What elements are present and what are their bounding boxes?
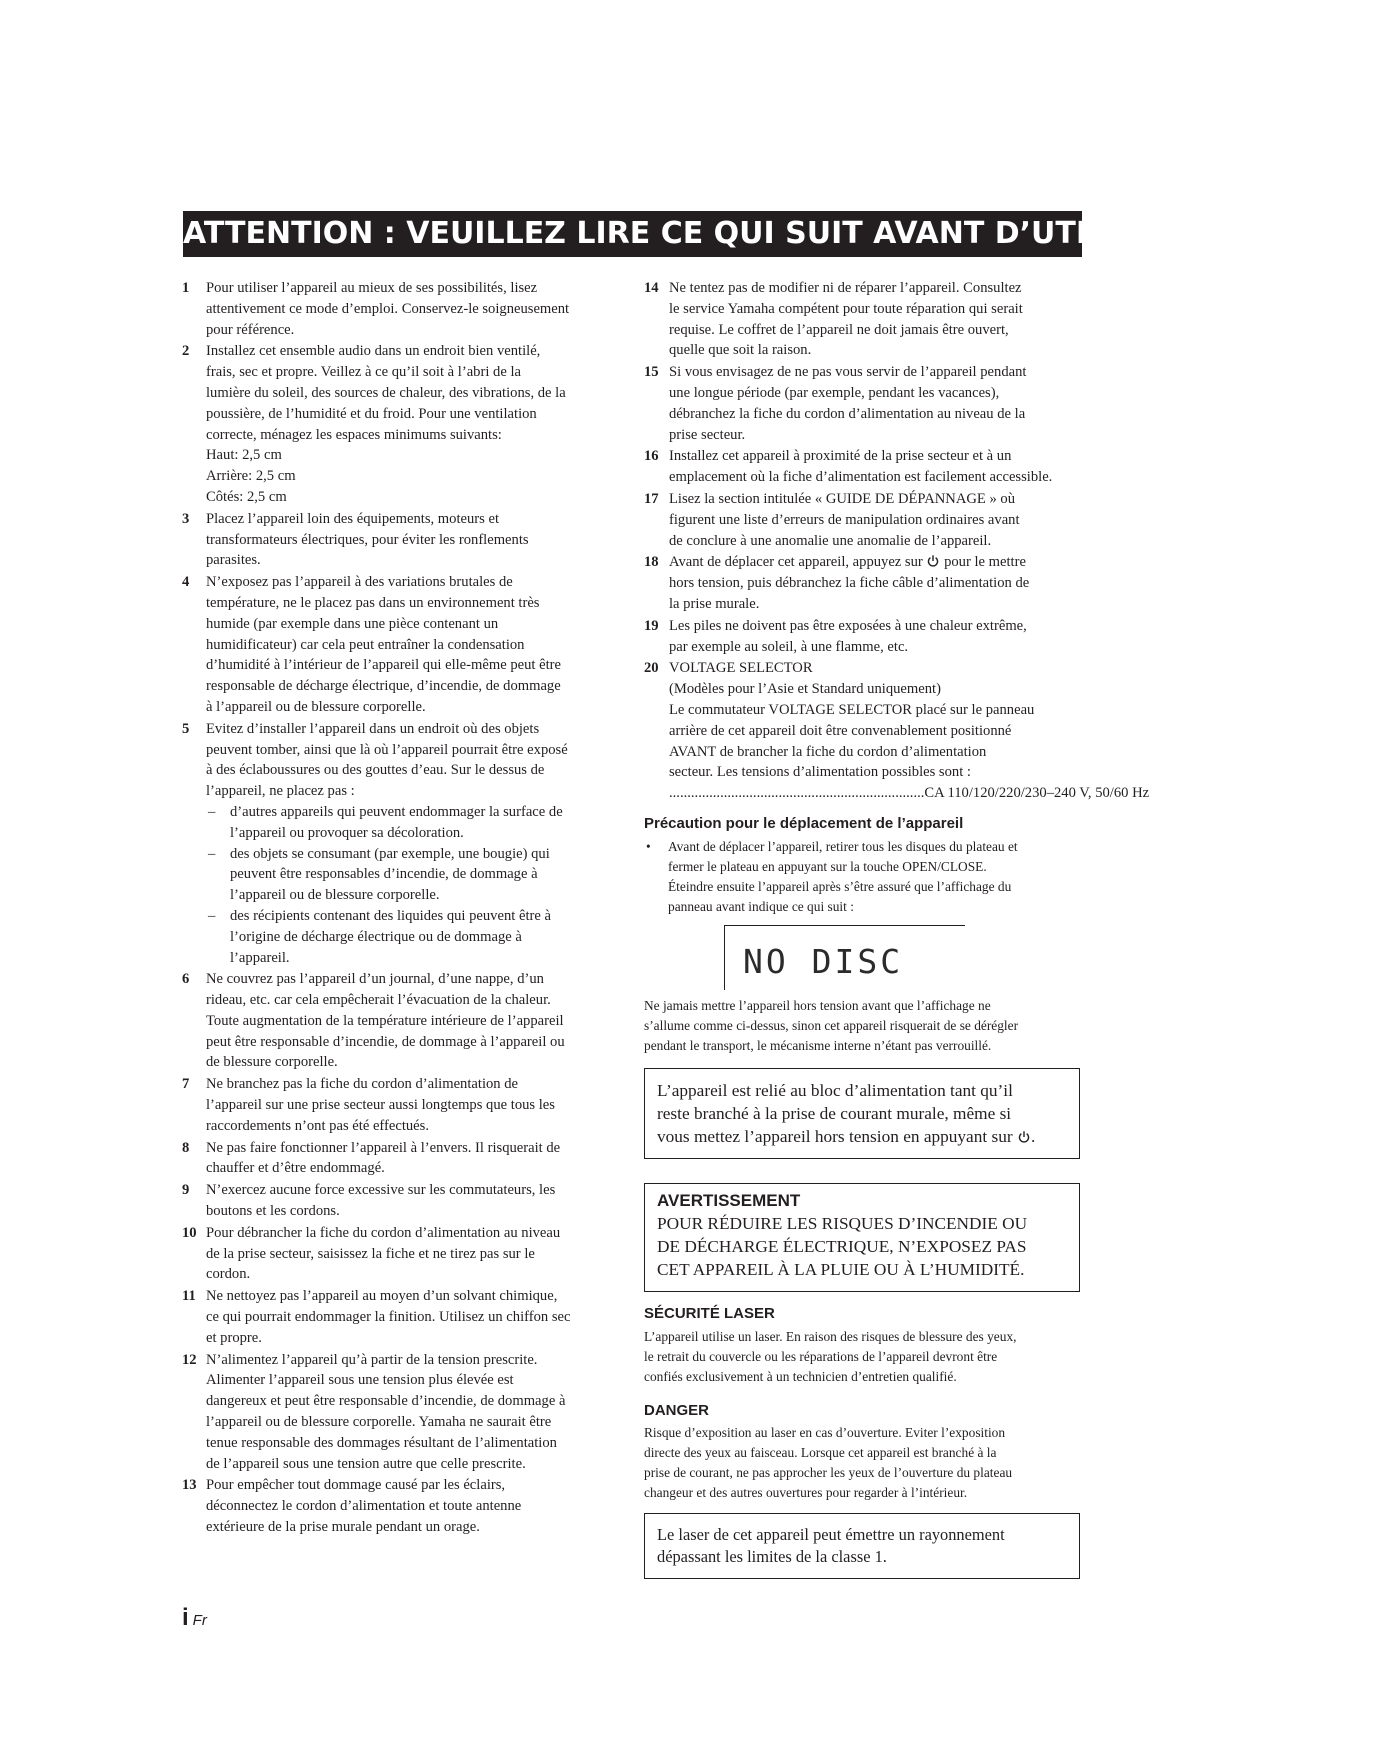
list-item-11: 11 Ne nettoyez pas l’appareil au moyen d’un solvant chimique, ce qui pourrait endommager la finition. Utilisez un chiffon sec et propre. [182, 1286, 616, 1348]
list-item-9: 9 N’exercez aucune force excessive sur les commutateurs, les boutons et les cordons. [182, 1180, 616, 1222]
list-item-12: 12 N’alimentez l’appareil qu’à partir de la tension prescrite. Alimenter l’appareil sous une tension plus élevée est dangereux et peut être responsable d’incendie, de dommage à l’appareil ou de blessure corporelle. Yamaha ne saurait être tenue responsable des dommages résultant de l’alimentation de l’appareil sous une tension autre que celle prescrite. [182, 1350, 616, 1475]
laser-safety-text: L’appareil utilise un laser. En raison des risques de blessure des yeux, le retrait du couvercle ou les réparations de l’appareil devront être confiés exclusivement à un technicien d’entretien qualifié. [644, 1328, 1017, 1384]
list-item-1: 1 Pour utiliser l’appareil au mieux de ses possibilités, lisez attentivement ce mode d’emploi. Conservez-le soigneusement pour référence. [182, 278, 616, 340]
list-item-5: 5 Evitez d’installer l’appareil dans un endroit où des objets peuvent tomber, ainsi que là où l’appareil pourrait être exposé à des éclaboussures ou des gouttes d’eau. Sur le dessus de l’appareil, ne placez pas : – d’autres appareils qui peuvent endommager la surface de l’appareil ou provoquer sa décoloration. – des objets se consumant (par exemple, une bougie) qui peuvent être responsables d’incendie, de dommage à l’appareil ou de blessure corporelle. – des récipients contenant des liquides qui peuvent être à l’origine de décharge électrique ou de dommage à l’appareil. [182, 719, 616, 969]
list-item-6: 6 Ne couvrez pas l’appareil d’un journal, d’une nappe, d’un rideau, etc. car cela empêcherait l’évacuation de la chaleur. Toute augmentation de la température intérieure de l’appareil peut être responsable d’incendie, de dommage à l’appareil ou de blessure corporelle. [182, 969, 616, 1073]
front-panel-display [724, 925, 965, 990]
item-number: 6 [182, 971, 190, 988]
item-number: 12 [182, 1351, 197, 1368]
dash-list-item: – des récipients contenant des liquides qui peuvent être à l’origine de décharge électrique ou de dommage à l’appareil. [208, 907, 551, 966]
list-item-18: 18 Avant de déplacer cet appareil, appuyez sur pour le mettre hors tension, puis débranchez la fiche câble d’alimentation de la prise murale. [644, 552, 1080, 614]
danger-text: Risque d’exposition au laser en cas d’ouverture. Eviter l’exposition directe des yeux au faisceau. Lorsque cet appareil est branché à la prise de courant, ne pas approcher les yeux de l’ouverture du plateau changeur et des autres ouvertures pour regarder à l’intérieur. [644, 1425, 1013, 1501]
power-icon [1017, 1130, 1031, 1144]
item-number: 19 [644, 617, 659, 634]
item-number: 16 [644, 448, 659, 465]
list-item-14: 14 Ne tentez pas de modifier ni de réparer l’appareil. Consultez le service Yamaha compétent pour toute réparation qui serait requise. Le coffret de l’appareil ne doit jamais être ouvert, quelle que soit la raison. [644, 278, 1080, 361]
right-column [644, 278, 1150, 1579]
display-readout: NO DISC [743, 941, 904, 981]
power-icon [926, 554, 940, 568]
voltage-value: CA 110/120/220/230–240 V, 50/60 Hz [924, 785, 1150, 802]
item-number: 17 [644, 490, 659, 507]
page-number: i [182, 1604, 189, 1631]
item-number: 8 [182, 1139, 190, 1156]
item-number: 4 [182, 574, 190, 591]
list-item-20: 20 VOLTAGE SELECTOR (Modèles pour l’Asie et Standard uniquement) Le commutateur VOLTAGE SELECTOR placé sur le panneau arrière de cet appareil doit être convenablement positionné AVANT de brancher la fiche du cordon d’alimentation secteur. Les tensions d’alimentation possibles sont : ...................................................................... CA 110/120/220/230–240 V, 50/60 Hz [644, 658, 1080, 804]
list-item-3: 3 Placez l’appareil loin des équipements, moteurs et transformateurs électriques, pour éviter les ronflements parasites. [182, 509, 616, 571]
page-footer [182, 1604, 207, 1632]
list-item-8: 8 Ne pas faire fonctionner l’appareil à l’envers. Il risquerait de chauffer et d’être endommagé. [182, 1138, 616, 1180]
item-number: 14 [644, 280, 659, 296]
language-code: Fr [192, 1612, 207, 1629]
item-number: 11 [182, 1288, 196, 1305]
item-number: 18 [644, 554, 659, 571]
list-item-19: 19 Les piles ne doivent pas être exposées à une chaleur extrême, par exemple au soleil, à une flamme, etc. [644, 616, 1080, 658]
precaution-bullet: • Avant de déplacer l’appareil, retirer tous les disques du plateau et fermer le plateau en appuyant sur la touche OPEN/CLOSE. Éteindre ensuite l’appareil après s’être assuré que l’affichage du panneau avant indique ce qui suit : [646, 838, 1018, 914]
page-banner: ATTENTION : VEUILLEZ LIRE CE QUI SUIT AVANT D’UTILISER L’APPAREIL. [183, 211, 1082, 257]
item-number: 1 [182, 280, 190, 296]
precaution-note: Ne jamais mettre l’appareil hors tension avant que l’affichage ne s’allume comme ci-dessus, sinon cet appareil risquerait de se dérégler pendant le transport, le mécanisme interne n’étant pas verrouillé. [644, 997, 1019, 1053]
item-number: 9 [182, 1182, 190, 1199]
item-number: 7 [182, 1076, 190, 1093]
item-number: 3 [182, 510, 190, 527]
laser-safety-heading: SÉCURITÉ LASER [644, 1304, 775, 1322]
dash-list-item: – d’autres appareils qui peuvent endommager la surface de l’appareil ou provoquer sa décoloration. [208, 803, 563, 841]
list-item-13: 13 Pour empêcher tout dommage causé par les éclairs, déconnectez le cordon d’alimentation et toute antenne extérieure de la prise murale pendant un orage. [182, 1475, 616, 1537]
precaution-heading: Précaution pour le déplacement de l’appareil [644, 814, 964, 832]
item-number: 20 [644, 660, 659, 677]
item-number: 15 [644, 364, 659, 381]
list-item-4: 4 N’exposez pas l’appareil à des variations brutales de température, ne le placez pas dans un environnement très humide (par exemple dans une pièce contenant un humidificateur) car cela peut entraîner la condensation d’humidité à l’intérieur de l’appareil qui elle-même peut être responsable de décharge électrique, d’incendie, de dommage à l’appareil ou de blessure corporelle. [182, 572, 616, 718]
list-item-2: 2 Installez cet ensemble audio dans un endroit bien ventilé, frais, sec et propre. Veillez à ce qu’il soit à l’abri de la lumière du soleil, des sources de chaleur, des vibrations, de la poussière, de l’humidité et du froid. Pour une ventilation correcte, ménagez les espaces minimums suivants: Haut: 2,5 cm Arrière: 2,5 cm Côtés: 2,5 cm [182, 341, 616, 507]
list-item-16: 16 Installez cet appareil à proximité de la prise secteur et à un emplacement où la fiche d’alimentation est facilement accessible. [644, 446, 1080, 488]
item-number: 5 [182, 720, 190, 737]
list-item-10: 10 Pour débrancher la fiche du cordon d’alimentation au niveau de la prise secteur, saisissez la fiche et ne tirez pas sur le cordon. [182, 1223, 616, 1285]
danger-heading: DANGER [644, 1401, 710, 1419]
list-item-15: 15 Si vous envisagez de ne pas vous servir de l’appareil pendant une longue période (par exemple, pendant les vacances), débranchez la fiche du cordon d’alimentation au niveau de la prise secteur. [644, 362, 1080, 445]
item-number: 13 [182, 1477, 197, 1494]
list-item-7: 7 Ne branchez pas la fiche du cordon d’alimentation de l’appareil sur une prise secteur aussi longtemps que tous les raccordements n’ont pas été effectués. [182, 1074, 616, 1136]
warning-heading: AVERTISSEMENT [657, 1190, 801, 1210]
dash-list-item: – des objets se consumant (par exemple, une bougie) qui peuvent être responsables d’incendie, de dommage à l’appareil ou de blessure corporelle. [208, 845, 550, 904]
left-column [182, 278, 616, 1539]
voltage-leader-line: ...................................................................... CA 110/120/220/230–240 V, 50/60 Hz [669, 783, 1149, 804]
warning-box: AVERTISSEMENT POUR RÉDUIRE LES RISQUES D’INCENDIE OU DE DÉCHARGE ÉLECTRIQUE, N’EXPOSEZ PAS CET APPAREIL À LA PLUIE OU À L’HUMIDITÉ. [644, 1183, 1080, 1292]
item-number: 2 [182, 343, 190, 360]
laser-class-box: Le laser de cet appareil peut émettre un rayonnement dépassant les limites de la classe 1. [644, 1513, 1080, 1579]
list-item-17: 17 Lisez la section intitulée « GUIDE DE DÉPANNAGE » où figurent une liste d’erreurs de manipulation ordinaires avant de conclure à une anomalie une anomalie de l’appareil. [644, 489, 1080, 551]
item-number: 10 [182, 1224, 197, 1241]
standby-notice-box: L’appareil est relié au bloc d’alimentation tant qu’il reste branché à la prise de courant murale, même si vous mettez l’appareil hors tension en appuyant sur . [644, 1068, 1080, 1159]
